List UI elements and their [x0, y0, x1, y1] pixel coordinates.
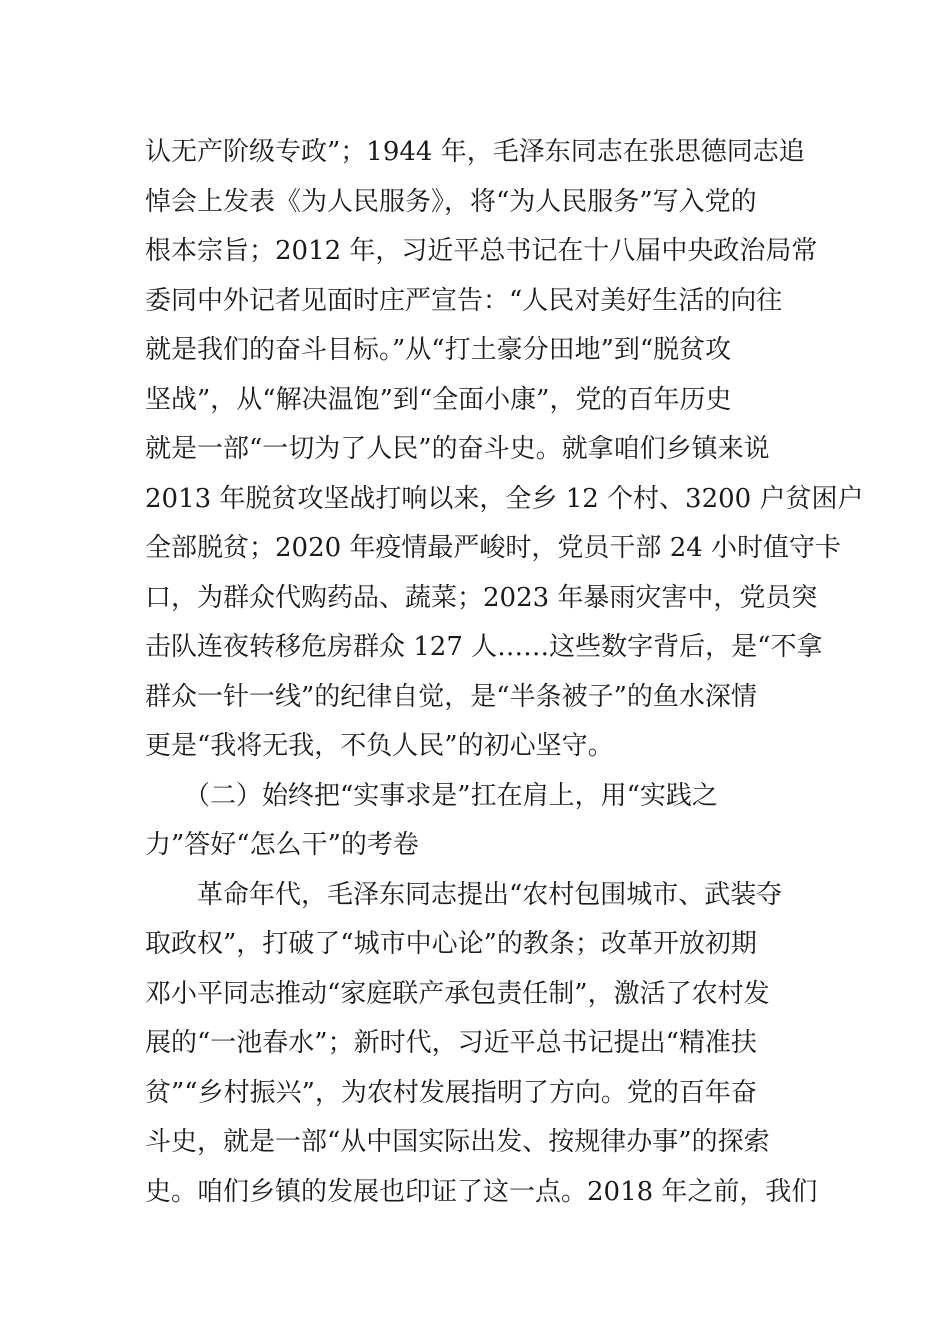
section-heading-line: （二）始终把“实事求是”扛在肩上，用“实践之 [145, 780, 718, 811]
text-line: 认无产阶级专政”；1944 年，毛泽东同志在张思德同志追 [145, 137, 805, 167]
text-line: 坚战”，从“解决温饱”到“全面小康”，党的百年历史 [145, 384, 732, 415]
text-line: 贫”“乡村振兴”，为农村发展指明了方向。党的百年奋 [145, 1077, 757, 1108]
text-line: 口，为群众代购药品、蔬菜；2023 年暴雨灾害中，党员突 [145, 582, 818, 613]
text-line: 悼会上发表《为人民服务》，将“为人民服务”写入党的 [145, 186, 757, 217]
text-line: 展的“一池春水”；新时代，习近平总书记提出“精准扶 [145, 1028, 757, 1058]
text-line: 根本宗旨；2012 年，习近平总书记在十八届中央政治局常 [145, 236, 818, 266]
text-line: 取政权”，打破了“城市中心论”的教条；改革开放初期 [145, 929, 757, 959]
section-heading-line: 力”答好“怎么干”的考卷 [145, 830, 419, 860]
text-line: 更是“我将无我，不负人民”的初心坚守。 [145, 731, 614, 761]
body-text [145, 128, 864, 1217]
text-line: 就是一部“一切为了人民”的奋斗史。就拿咱们乡镇来说 [145, 434, 770, 464]
text-line: 2013 年脱贫攻坚战打响以来，全乡 12 个村、3200 户贫困户 [145, 483, 864, 514]
text-line: 史。咱们乡镇的发展也印证了这一点。2018 年之前，我们 [145, 1176, 818, 1207]
text-line: 击队连夜转移危房群众 127 人……这些数字背后，是“不拿 [145, 632, 823, 662]
text-line: 革命年代，毛泽东同志提出“农村包围城市、武装夺 [145, 879, 783, 910]
text-line: 斗史，就是一部“从中国实际出发、按规律办事”的探索 [145, 1127, 770, 1157]
text-line: 群众一针一线”的纪律自觉，是“半条被子”的鱼水深情 [145, 681, 757, 712]
text-line: 委同中外记者见面时庄严宣告：“人民对美好生活的向往 [145, 285, 783, 316]
text-line: 就是我们的奋斗目标。”从“打土豪分田地”到“脱贫攻 [145, 335, 732, 365]
text-line: 邓小平同志推动“家庭联产承包责任制”，激活了农村发 [145, 978, 770, 1009]
text-line: 全部脱贫；2020 年疫情最严峻时，党员干部 24 小时值守卡 [145, 533, 842, 563]
